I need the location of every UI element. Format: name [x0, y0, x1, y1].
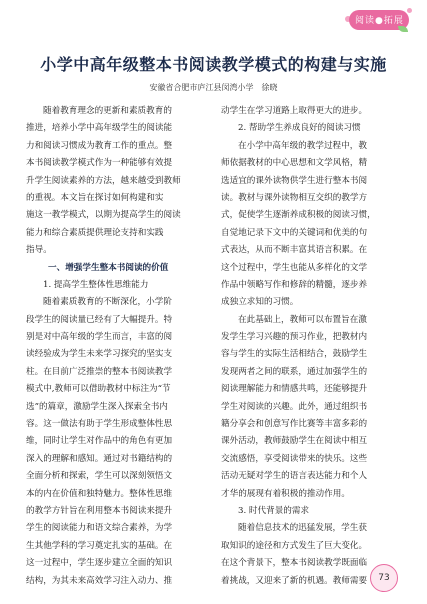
text-line: 在小学中高年级的教学过程中，教 — [238, 140, 367, 151]
text-line: 课外活动，教师鼓励学生在阅读中相互 — [221, 436, 368, 447]
text-line: 力和阅读习惯成为教育工作的重点。整 — [26, 140, 173, 151]
text-line: 籍分享会和创意写作比赛等丰富多彩的 — [221, 419, 368, 430]
text-line: 读。教材与课外读物相互交织的教学方 — [221, 192, 368, 203]
text-line: 发学生学习兴趣的预习作业，把教材内 — [221, 332, 368, 343]
text-line: 取知识的途径和方式发生了巨大变化。 — [221, 540, 368, 551]
section-heading: 一、增强学生整本书阅读的价值 — [48, 262, 169, 273]
page-number: 73 — [370, 564, 398, 592]
text-line: 成独立求知的习惯。 — [221, 297, 299, 308]
section-heading: 2. 帮助学生养成良好的阅读习惯 — [238, 123, 361, 134]
text-line: 全面分析和探索，学生可以深刻领悟文 — [26, 471, 173, 482]
text-line: 在这个背景下，整本书阅读教学既面临 — [221, 558, 368, 569]
text-line: 推进，培养小学中高年级学生的阅读能 — [26, 123, 173, 134]
text-line: 学生的阅读能力和语文综合素养，为学 — [26, 523, 173, 534]
text-line: 动学生在学习道路上取得更大的进步。 — [221, 106, 368, 116]
text-line: 模式中,教师可以借助教材中标注为“节 — [26, 384, 171, 395]
text-line: 师依据教材的中心思想和文学风格，精 — [221, 158, 368, 169]
decor-dot — [407, 8, 412, 13]
text-line: 选适宜的课外读物供学生进行整本书阅 — [221, 175, 368, 186]
text-line: 发现两者之间的联系，通过加强学生的 — [221, 366, 368, 377]
text-line: 着挑战，又迎来了新的机遇。教师需要 — [221, 575, 368, 586]
text-line: 能力和综合素质提供理论支持和实践 — [26, 227, 164, 238]
text-line: 别是对中高年级的学生而言，丰富的阅 — [26, 332, 173, 343]
text-line: 活动无疑对学生的语言表达能力和个人 — [221, 471, 368, 482]
text-line: 式，促使学生逐渐养成积极的阅读习惯， — [221, 210, 376, 221]
text-line: 施这一教学模式，以期为提高学生的阅读 — [26, 210, 181, 221]
text-line: 升学生阅读素养的方法，越来越受到教师 — [26, 175, 181, 186]
right-column — [221, 103, 404, 590]
text-line: 柱。在目前广泛推崇的整本书阅读教学 — [26, 366, 173, 377]
text-line: 学生对阅读的兴趣。此外，通过组织书 — [221, 401, 368, 412]
article-author: 安徽省合肥市庐江县闵湾小学 徐晓 — [149, 83, 278, 92]
section-badge — [343, 6, 415, 34]
text-line: 读经验成为学生未来学习探究的坚实支 — [26, 349, 173, 360]
text-line: 在此基础上，教师可以布置旨在激 — [238, 314, 367, 325]
text-line: 随着素质教育的不断深化，小学阶 — [43, 297, 172, 308]
text-line: 选”的篇章，激励学生深入探索全书内 — [26, 401, 168, 412]
text-line: 容与学生的实际生活相结合，鼓励学生 — [221, 349, 368, 360]
text-line: 段学生的阅读量已经有了大幅提升。特 — [26, 314, 173, 325]
text-line: 结构，为其未来高效学习注入动力、推 — [26, 575, 173, 586]
text-line: 本的内在价值和独特魅力。整体性思维 — [26, 488, 173, 499]
left-column — [26, 103, 209, 590]
section-heading: 1. 提高学生整体性思维能力 — [43, 279, 149, 290]
text-line: 的重视。本文旨在探讨如何构建和实 — [26, 192, 164, 203]
text-line: 式表达，从而不断丰富其语言积累。在 — [221, 245, 368, 256]
text-line: 随着教育理念的更新和素质教育的 — [43, 106, 172, 116]
text-line: 阅读理解能力和情感共鸣，还能够提升 — [221, 384, 368, 395]
text-line: 容。这一做法有助于学生形成整体性思 — [26, 419, 173, 430]
badge-label: 阅读●拓展 — [355, 16, 404, 26]
text-line: 深入的理解和感知。通过对书籍结构的 — [26, 453, 173, 464]
text-line: 交流感悟，享受阅读带来的快乐。这些 — [221, 453, 368, 464]
text-line: 作品中领略写作和修辞的精髓，逐步养 — [221, 279, 368, 290]
text-line: 这一过程中，学生逐步建立全面的知识 — [26, 558, 173, 569]
article-title: 小学中高年级整本书阅读教学模式的构建与实施 — [40, 55, 387, 74]
text-line: 的教学方针旨在利用整本书阅读来提升 — [26, 505, 173, 516]
text-line: 生其他学科的学习奠定扎实的基础。在 — [26, 540, 173, 551]
text-line: 维，同时让学生对作品中的角色有更加 — [26, 436, 173, 447]
leaf-icon — [398, 26, 408, 32]
text-line: 本书阅读教学模式作为一种能够有效提 — [26, 158, 173, 169]
text-line: 这个过程中，学生也能从多样化的文学 — [221, 262, 368, 273]
text-line: 才华的展现有着积极的推动作用。 — [221, 488, 350, 499]
text-line: 自觉地记录下文中的关键词和优美的句 — [221, 227, 368, 238]
section-heading: 3. 时代背景的需求 — [238, 505, 310, 516]
text-line: 随着信息技术的迅猛发展，学生获 — [238, 523, 367, 534]
text-line: 指导。 — [26, 245, 52, 256]
